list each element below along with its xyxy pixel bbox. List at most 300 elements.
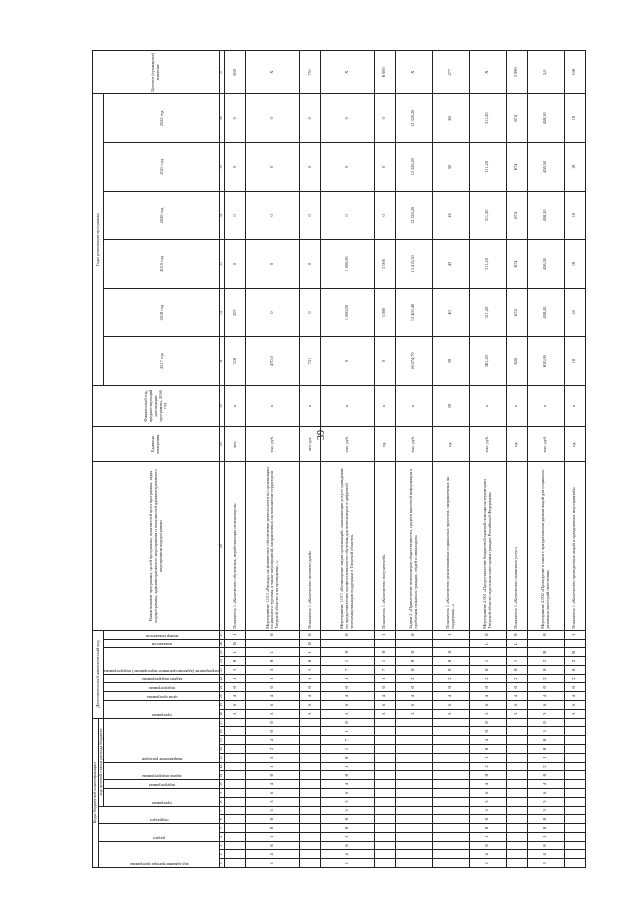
code-cell: 6 <box>564 701 585 710</box>
code-cell: 0 <box>469 815 506 824</box>
code-cell <box>506 824 527 833</box>
column-number: 30 <box>220 385 225 426</box>
code-cell: 4 <box>374 692 395 701</box>
year-2020-header: 2020 год <box>104 191 220 240</box>
code-cell: 2 <box>395 674 432 683</box>
code-cell: 1 <box>469 859 506 868</box>
row-name: Показатель 1 «Количество оказанных услуг» <box>506 462 527 630</box>
code-cell <box>225 718 246 727</box>
code-cell <box>469 648 506 657</box>
row-name: Мероприятие 2.002 «Проведение в связи с праздничными датами акций для социально уязвимых категорий населения» <box>527 462 564 630</box>
code-cell: 4 <box>469 736 506 745</box>
code-cell <box>395 745 432 754</box>
row-name: Показатель 1 «Количество обученных, неработающих пенсионеров» <box>225 462 246 630</box>
code-cell <box>506 780 527 789</box>
page-number: 39 <box>316 430 327 440</box>
code-cell: 1 <box>527 832 564 841</box>
row-base-value: х <box>564 385 585 426</box>
column-number: 5 <box>220 824 225 833</box>
code-cell: 8 <box>527 841 564 850</box>
code-cell: 1 <box>225 648 246 657</box>
a-podprogramma-header: подпрограмма <box>148 686 176 692</box>
code-cell <box>374 780 395 789</box>
a-cel-header: цели программы <box>146 695 178 701</box>
row-year-value: 0 <box>321 94 375 143</box>
code-cell: 0 <box>527 665 564 674</box>
row-unit: тыс. руб. <box>395 427 432 462</box>
code-cell: 0 <box>564 665 585 674</box>
row-year-value: 40 <box>432 288 469 337</box>
code-cell: 6 <box>527 701 564 710</box>
code-cell: 0 <box>527 718 564 727</box>
code-cell: 0 <box>246 630 300 639</box>
column-number: 21 <box>220 683 225 692</box>
row-base-value: х <box>527 385 564 426</box>
code-cell: 0 <box>246 683 300 692</box>
column-number: 28 <box>220 462 225 630</box>
row-target-value: 3 990 <box>506 51 527 94</box>
code-cell: 0 <box>469 630 506 639</box>
code-cell: 1 <box>564 630 585 639</box>
code-cell <box>225 824 246 833</box>
code-cell: 3 <box>246 806 300 815</box>
row-year-value: 16 074,70 <box>395 337 432 386</box>
row-year-value: 0 <box>300 94 321 143</box>
code-cell: 2 <box>527 674 564 683</box>
code-cell <box>527 639 564 648</box>
base-year-header: Финансовый год, предшествующий реализации программы, 2016 год <box>93 385 220 426</box>
name-header: Наименование программы, целей программы, показателей цели программы, задач подпрограммы, административного мероприятия и показателей административного мероприятия подпрограммы <box>93 462 220 630</box>
code-cell <box>395 736 432 745</box>
row-unit: ед. <box>374 427 395 462</box>
row-year-value: 18 <box>564 240 585 289</box>
code-cell: 0 <box>432 648 469 657</box>
row-target-value: 630 <box>225 51 246 94</box>
row-year-value: 18 <box>564 143 585 192</box>
row-year-value: 674 <box>506 288 527 337</box>
row-year-value: 0 <box>246 191 300 240</box>
row-year-value: 18 <box>564 337 585 386</box>
code-cell <box>564 788 585 797</box>
code-cell <box>432 832 469 841</box>
code-cell <box>374 745 395 754</box>
code-cell: 0 <box>246 727 300 736</box>
code-cell <box>300 797 321 806</box>
code-cell: 3 <box>469 797 506 806</box>
code-cell: 1 <box>374 657 395 666</box>
classification-header: Коды бюджетной классификации <box>93 718 99 867</box>
code-cell: 4 <box>300 692 321 701</box>
row-year-value: 297 <box>225 288 246 337</box>
code-cell: 7 <box>321 736 375 745</box>
code-cell <box>506 806 527 815</box>
admin-code-header: код администратора программы <box>129 862 189 867</box>
row-year-value: 318 <box>225 337 246 386</box>
code-cell <box>432 806 469 815</box>
code-cell: 7 <box>374 665 395 674</box>
row-base-value: х <box>225 385 246 426</box>
year-2019-header: 2019 год <box>104 240 220 289</box>
code-cell: 0 <box>527 683 564 692</box>
a-kind-header: показатели <box>151 642 172 648</box>
code-cell: 1 <box>527 859 564 868</box>
code-cell: В <box>527 648 564 657</box>
code-cell: 4 <box>246 736 300 745</box>
code-cell: 1 <box>527 753 564 762</box>
code-cell: 1 <box>374 630 395 639</box>
code-cell <box>374 771 395 780</box>
row-year-value: 1 000,00 <box>321 240 375 289</box>
row-year-value: 458,50 <box>527 288 564 337</box>
code-cell <box>432 841 469 850</box>
code-cell: 8 <box>246 841 300 850</box>
a-zadachi-header: задачи подпрограммы <box>141 677 183 683</box>
a-programma-header: программа <box>152 712 172 718</box>
column-number: 35 <box>220 143 225 192</box>
code-cell: 0 <box>469 771 506 780</box>
code-cell <box>506 832 527 841</box>
code-cell <box>506 745 527 754</box>
row-year-value: 0 <box>225 240 246 289</box>
code-cell <box>395 718 432 727</box>
code-cell <box>395 780 432 789</box>
code-cell: 6 <box>321 701 375 710</box>
column-number: 10 <box>220 780 225 789</box>
code-cell <box>225 841 246 850</box>
column-number: 37 <box>220 51 225 94</box>
row-year-value: 0 <box>225 143 246 192</box>
code-cell <box>395 727 432 736</box>
code-cell: 3 <box>564 709 585 718</box>
code-cell <box>374 753 395 762</box>
code-cell: 3 <box>469 709 506 718</box>
additional-code-header: Дополнительный аналитический код <box>93 630 104 718</box>
code-cell <box>506 648 527 657</box>
code-cell: 0 <box>395 630 432 639</box>
code-cell: 0 <box>469 727 506 736</box>
row-year-value: 45 <box>432 191 469 240</box>
code-cell: 0 <box>432 683 469 692</box>
code-cell: L <box>506 639 527 648</box>
code-cell: 2 <box>564 657 585 666</box>
code-cell: 0 <box>225 683 246 692</box>
code-cell <box>432 736 469 745</box>
code-cell <box>564 745 585 754</box>
year-2022-header: 2022 год <box>104 94 220 143</box>
column-number: 7 <box>220 806 225 815</box>
code-cell <box>300 745 321 754</box>
code-cell: 4 <box>225 692 246 701</box>
row-unit: ед. <box>564 427 585 462</box>
code-cell: 4 <box>469 780 506 789</box>
a-merop-header: мероприятие (административное мероприятие) подпрограммы <box>104 668 220 674</box>
column-number: 15 <box>220 736 225 745</box>
row-year-value: 39 <box>432 337 469 386</box>
code-cell: 6 <box>506 701 527 710</box>
code-cell: 4 <box>527 692 564 701</box>
code-cell: 3 <box>225 665 246 674</box>
code-cell: 0 <box>246 824 300 833</box>
code-cell: 0 <box>300 683 321 692</box>
column-number: 13 <box>220 753 225 762</box>
row-base-value: х <box>395 385 432 426</box>
code-cell <box>374 832 395 841</box>
row-year-value: 620 <box>506 337 527 386</box>
code-cell <box>432 850 469 859</box>
row-year-value: 18 <box>564 191 585 240</box>
code-cell: 0 <box>321 648 375 657</box>
table-row <box>506 51 527 868</box>
code-cell <box>395 824 432 833</box>
code-cell: 0 <box>564 683 585 692</box>
code-cell: 0 <box>469 824 506 833</box>
code-cell: 1 <box>225 674 246 683</box>
code-cell: 0 <box>506 683 527 692</box>
code-cell: 0 <box>527 824 564 833</box>
code-cell: 0 <box>321 718 375 727</box>
row-year-value: 12 320,20 <box>395 191 432 240</box>
table-row <box>246 51 300 868</box>
code-cell <box>374 797 395 806</box>
rotated-table-container <box>92 50 577 868</box>
row-year-value: 60 <box>432 94 469 143</box>
code-cell <box>374 841 395 850</box>
row-year-value: 311,20 <box>469 240 506 289</box>
year-2018-header: 2018 год <box>104 288 220 337</box>
code-cell: 1 <box>321 674 375 683</box>
code-cell <box>564 753 585 762</box>
table-row <box>564 51 585 868</box>
code-cell <box>374 736 395 745</box>
table-row <box>321 51 375 868</box>
code-cell: 1 <box>246 859 300 868</box>
code-cell: 2 <box>527 657 564 666</box>
code-cell: 0 <box>469 745 506 754</box>
code-cell <box>564 762 585 771</box>
code-cell: 4 <box>246 780 300 789</box>
code-cell: 0 <box>527 630 564 639</box>
target-header: Целевое (суммарное) значение <box>93 51 220 94</box>
row-year-value: 630,00 <box>527 337 564 386</box>
code-cell <box>432 771 469 780</box>
row-year-value: 458,50 <box>527 191 564 240</box>
code-cell <box>564 841 585 850</box>
code-cell: 4 <box>432 692 469 701</box>
row-year-value: 0 <box>300 143 321 192</box>
code-cell: 1 <box>300 648 321 657</box>
code-cell <box>300 788 321 797</box>
code-cell <box>300 841 321 850</box>
row-year-value: 751 <box>300 337 321 386</box>
code-cell: 0 <box>506 665 527 674</box>
code-cell: 4 <box>527 780 564 789</box>
code-cell <box>395 859 432 868</box>
code-cell: 0 <box>432 665 469 674</box>
table-row <box>469 51 506 868</box>
code-cell: 4 <box>246 850 300 859</box>
code-cell <box>300 832 321 841</box>
row-year-value: 674 <box>506 143 527 192</box>
column-number: 23 <box>220 665 225 674</box>
code-cell: 8 <box>469 841 506 850</box>
code-cell: 1 <box>300 674 321 683</box>
code-cell <box>564 771 585 780</box>
code-cell: В <box>564 648 585 657</box>
code-cell: 0 <box>432 657 469 666</box>
code-cell: 7 <box>321 665 375 674</box>
target-article-header: код целевой статьи расхода бюджета <box>98 718 104 806</box>
column-number: 6 <box>220 815 225 824</box>
code-cell <box>374 806 395 815</box>
code-cell: 4 <box>321 692 375 701</box>
column-number: 27 <box>220 630 225 639</box>
code-cell <box>225 745 246 754</box>
year-2017-header: 2017 год <box>104 337 220 386</box>
code-cell: 4 <box>527 850 564 859</box>
column-number: 36 <box>220 94 225 143</box>
code-cell <box>374 762 395 771</box>
code-cell: 3 <box>300 709 321 718</box>
code-cell <box>432 780 469 789</box>
code-cell <box>395 762 432 771</box>
row-name: Показатель 1 «Количество проведенных акций и праздничных мероприятий» <box>564 462 585 630</box>
code-cell: 0 <box>300 630 321 639</box>
code-cell <box>506 753 527 762</box>
column-number: 4 <box>220 832 225 841</box>
row-base-value: х <box>374 385 395 426</box>
year-2021-header: 2021 год <box>104 143 220 192</box>
row-unit: чел. <box>225 427 246 462</box>
row-year-value: 0 <box>321 337 375 386</box>
code-cell <box>225 797 246 806</box>
column-number: 16 <box>220 727 225 736</box>
code-cell <box>225 788 246 797</box>
code-cell <box>395 850 432 859</box>
code-cell: 0 <box>395 683 432 692</box>
code-cell: 3 <box>469 806 506 815</box>
code-cell: 4 <box>564 692 585 701</box>
row-year-value: 0 <box>374 143 395 192</box>
row-year-value: 43 <box>432 240 469 289</box>
code-cell: 1 <box>469 753 506 762</box>
code-cell: 0 <box>469 718 506 727</box>
column-number: 24 <box>220 657 225 666</box>
code-cell <box>374 815 395 824</box>
code-cell: 0 <box>395 665 432 674</box>
napravlenie-header: направление расходов <box>141 756 183 762</box>
code-cell <box>225 771 246 780</box>
code-cell <box>564 806 585 815</box>
code-cell: 6 <box>374 701 395 710</box>
code-cell <box>564 736 585 745</box>
podprogramma-header: подпрограмма <box>148 782 176 788</box>
code-cell <box>506 815 527 824</box>
column-number: 8 <box>220 797 225 806</box>
row-year-value: 0 <box>225 191 246 240</box>
row-target-value: 5,0 <box>527 51 564 94</box>
column-number: 33 <box>220 240 225 289</box>
code-cell: 1 <box>469 657 506 666</box>
code-cell: 4 <box>321 850 375 859</box>
table-row <box>225 51 246 868</box>
row-year-value: 0 <box>374 191 395 240</box>
code-cell <box>564 850 585 859</box>
code-cell: L <box>469 639 506 648</box>
code-cell: 4 <box>246 692 300 701</box>
row-year-value: 0 <box>321 143 375 192</box>
code-cell: 4 <box>469 850 506 859</box>
code-cell: 0 <box>321 683 375 692</box>
table-row <box>374 51 395 868</box>
code-cell <box>300 718 321 727</box>
code-cell: 4 <box>506 692 527 701</box>
row-target-value: 277 <box>432 51 469 94</box>
code-cell: 2 <box>506 674 527 683</box>
column-number: 34 <box>220 191 225 240</box>
code-cell: 0 <box>246 771 300 780</box>
code-cell: 1 <box>246 762 300 771</box>
code-cell: 4 <box>469 692 506 701</box>
column-number: 17 <box>220 718 225 727</box>
code-cell: 0 <box>321 630 375 639</box>
code-cell <box>564 824 585 833</box>
row-base-value: 39 <box>432 385 469 426</box>
code-cell: 3 <box>374 709 395 718</box>
code-cell <box>300 753 321 762</box>
code-cell: 0 <box>527 745 564 754</box>
code-cell: 1 <box>321 859 375 868</box>
row-unit: тыс. руб. <box>321 427 375 462</box>
row-year-value: 0 <box>246 240 300 289</box>
code-cell <box>374 859 395 868</box>
code-cell <box>300 859 321 868</box>
code-cell: 2 <box>527 762 564 771</box>
code-cell: 3 <box>321 709 375 718</box>
code-cell <box>225 859 246 868</box>
years-group-header: Годы реализации программы <box>93 94 104 385</box>
code-cell <box>395 841 432 850</box>
code-cell: 6 <box>300 701 321 710</box>
code-cell: 4 <box>395 692 432 701</box>
code-cell <box>506 736 527 745</box>
code-cell: 0 <box>469 683 506 692</box>
row-unit: тыс. руб. <box>469 427 506 462</box>
column-number: 26 <box>220 639 225 648</box>
row-year-value: 0 <box>300 288 321 337</box>
code-cell: 0 <box>246 657 300 666</box>
code-cell: 3 <box>225 709 246 718</box>
code-cell: 3 <box>321 797 375 806</box>
code-cell <box>300 771 321 780</box>
code-cell: 6 <box>469 701 506 710</box>
code-cell: 0 <box>246 718 300 727</box>
column-number: 3 <box>220 841 225 850</box>
zadacha-header: задача подпрограммы <box>141 774 182 780</box>
code-cell <box>432 639 469 648</box>
code-cell <box>395 788 432 797</box>
row-name: Мероприятие 1.013 «Расходы на финансовое обеспечение деятельности по организации социального туризма, а также мероприятий, направленных на повышение территории Тверской области и на проведение...» <box>246 462 300 630</box>
code-cell: 1 <box>225 630 246 639</box>
code-cell <box>564 797 585 806</box>
code-cell <box>506 771 527 780</box>
code-cell <box>374 788 395 797</box>
razdel-header: раздел <box>153 835 165 841</box>
code-cell: 1 <box>321 762 375 771</box>
code-cell: 2 <box>564 674 585 683</box>
code-cell: 1 <box>246 648 300 657</box>
code-cell: 0 <box>321 824 375 833</box>
row-year-value: 0 <box>300 240 321 289</box>
